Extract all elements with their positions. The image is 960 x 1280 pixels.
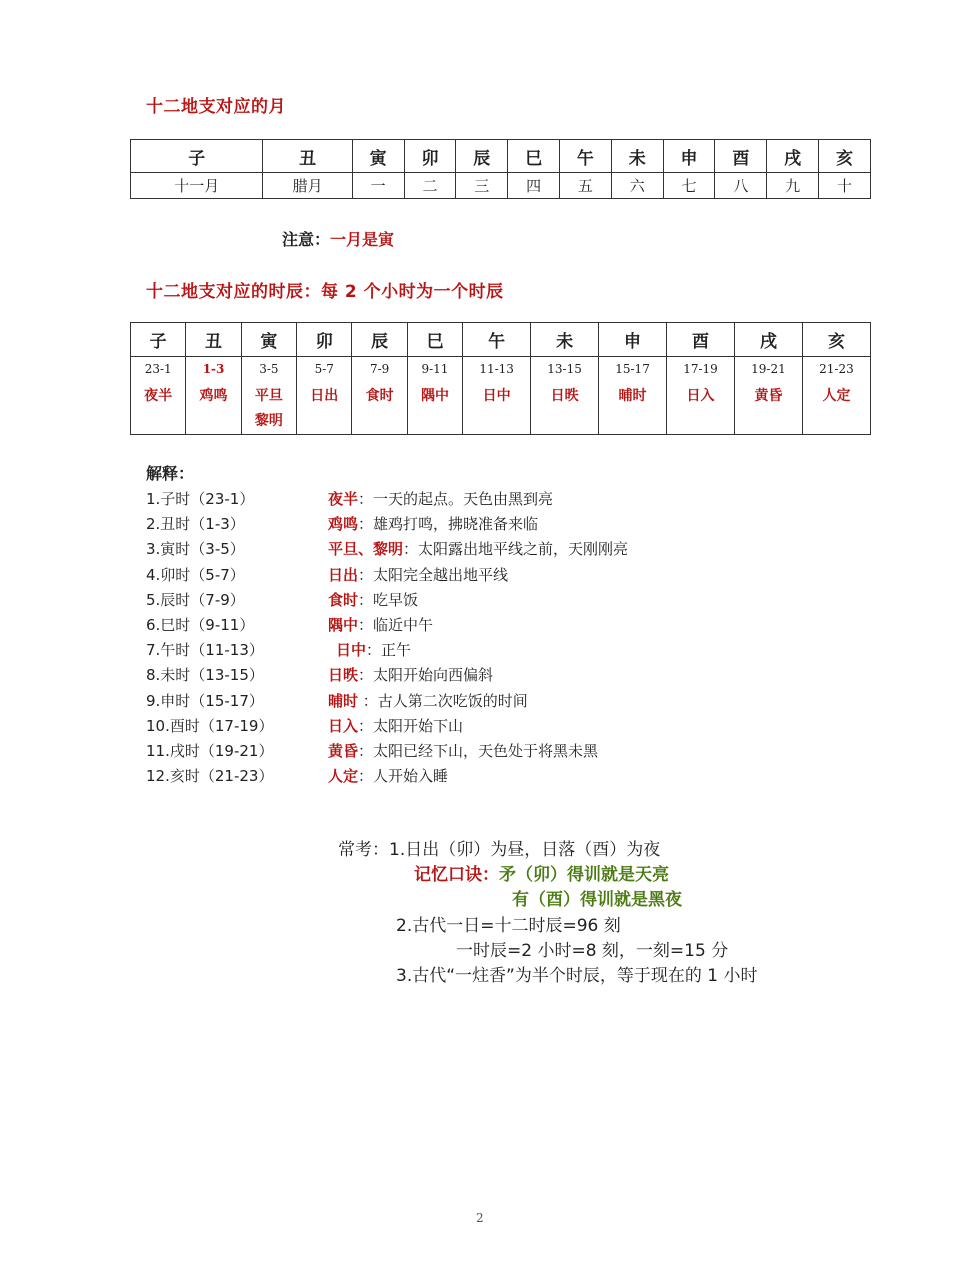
hour-range: 3-5 <box>259 362 279 376</box>
hour-name-group <box>297 384 351 409</box>
hour-cell <box>802 357 870 435</box>
branch-cell: 寅 <box>352 140 404 173</box>
branch-cell: 戌 <box>734 323 802 357</box>
explanation-term: 人定 <box>328 767 359 786</box>
branch-cell: 辰 <box>456 140 508 173</box>
branch-cell: 卯 <box>404 140 456 173</box>
explanation-detail <box>328 537 628 562</box>
exam-line3: 一时辰=2 小时=8 刻，一刻=15 分 <box>456 941 729 961</box>
hour-range: 7-9 <box>369 362 390 376</box>
exam-line4: 3.古代“一炷香”为半个时辰，等于现在的 1 小时 <box>396 966 758 986</box>
explanation-detail <box>328 764 448 789</box>
explanation-hour: 7.午时（11-13） <box>146 641 264 660</box>
hour-cell <box>599 357 667 435</box>
section2-title: 十二地支对应的时辰：每 2 个小时为一个时辰 <box>146 282 504 302</box>
hour-cell <box>407 357 462 435</box>
hour-name: 平旦 <box>254 388 283 404</box>
explanation-detail <box>328 689 528 714</box>
explanation-term: 日出 <box>328 565 359 584</box>
hour-range: 9-11 <box>421 362 449 376</box>
branch-cell: 亥 <box>819 140 871 173</box>
month-table <box>130 139 871 199</box>
explanation-term: 食时 <box>328 590 359 609</box>
branch-cell: 酉 <box>715 140 767 173</box>
hour-name: 日中 <box>482 388 511 404</box>
branch-cell: 亥 <box>802 323 870 357</box>
month-cell: 三 <box>456 173 508 199</box>
exam-line2: 2.古代一日=十二时辰=96 刻 <box>396 916 621 936</box>
month-cell: 五 <box>560 173 612 199</box>
explanation-separator: ： <box>403 540 419 559</box>
explanation-term: 日入 <box>328 716 359 735</box>
exam-label: 常考： <box>338 840 389 860</box>
hour-range: 1-3 <box>202 362 225 376</box>
month-cell: 一 <box>352 173 404 199</box>
explanation-desc: 一天的起点。天色由黑到亮 <box>373 490 554 508</box>
explanation-desc: 古人第二次吃饭的时间 <box>377 691 528 710</box>
explanation-desc: 人开始入睡 <box>373 767 449 786</box>
hour-name: 鸡鸣 <box>199 388 228 404</box>
hour-name-group <box>408 384 462 409</box>
explanation-separator: ： <box>358 767 374 786</box>
branch-cell: 未 <box>531 323 599 357</box>
explanation-separator: ： <box>358 490 374 508</box>
hour-name: 隅中 <box>420 388 449 404</box>
branch-cell: 午 <box>560 140 612 173</box>
explanation-separator: ： <box>358 666 374 685</box>
explanation-hour: 11.戌时（19-21） <box>146 742 274 760</box>
note <box>282 227 394 250</box>
branch-cell: 丑 <box>263 140 352 173</box>
hour-range: 5-7 <box>314 362 334 376</box>
explanation-term: 日中 <box>336 641 367 660</box>
branch-cell: 申 <box>663 140 715 173</box>
hour-name-group <box>463 384 530 409</box>
explanation-desc: 太阳开始下山 <box>373 716 464 735</box>
hour-name: 黄昏 <box>754 388 783 404</box>
note-label: 注意： <box>282 230 331 249</box>
explanation-desc: 吃早饭 <box>373 590 419 609</box>
explanation-term: 隅中 <box>328 616 359 634</box>
explanation-desc: 正午 <box>381 641 412 660</box>
month-cell: 七 <box>663 173 715 199</box>
explanation-separator: ： <box>358 590 374 609</box>
hour-range: 23-1 <box>144 362 172 376</box>
explanation-hour: 2.丑时（1-3） <box>146 515 245 534</box>
explanation-desc: 太阳完全越出地平线 <box>373 565 509 584</box>
hour-name: 黎明 <box>254 413 283 429</box>
explanation-hour: 6.巳时（9-11） <box>146 616 255 634</box>
mnemonic-label: 记忆口诀： <box>414 865 499 885</box>
explanation-heading: 解释： <box>146 464 195 483</box>
hour-cell <box>531 357 599 435</box>
month-cell: 九 <box>767 173 819 199</box>
exam-line1 <box>338 838 660 863</box>
explanation-hour: 4.卯时（5-7） <box>146 565 245 584</box>
branch-cell: 子 <box>131 140 263 173</box>
hour-range: 17-19 <box>683 362 718 376</box>
hour-range: 19-21 <box>751 362 786 376</box>
explanation-separator: ： <box>358 691 378 710</box>
branch-cell: 寅 <box>241 323 296 357</box>
month-cell: 四 <box>508 173 560 199</box>
hour-name-group <box>667 384 734 409</box>
hour-name-group <box>803 384 870 409</box>
explanation-term: 黄昏 <box>328 742 359 760</box>
explanation-separator: ： <box>358 565 374 584</box>
hour-cell <box>131 357 186 435</box>
month-table-month-row <box>131 173 871 199</box>
branch-cell: 未 <box>611 140 663 173</box>
hour-name: 晡时 <box>618 388 647 404</box>
exam-line1-text: 1.日出（卯）为昼，日落（酉）为夜 <box>389 840 661 860</box>
hour-name-group <box>352 384 406 409</box>
hour-range: 11-13 <box>479 362 514 376</box>
explanation-hour: 5.辰时（7-9） <box>146 590 245 609</box>
explanation-hour: 1.子时（23-1） <box>146 490 255 508</box>
explanation-term: 日昳 <box>328 666 359 685</box>
explanation-desc: 太阳已经下山，天色处于将黑未黑 <box>373 742 599 760</box>
hour-table-branch-row <box>131 323 871 357</box>
hour-range: 21-23 <box>819 362 854 376</box>
hour-cell <box>186 357 241 435</box>
hour-name-group <box>599 384 666 409</box>
explanation-term: 晡时 <box>328 691 359 710</box>
hour-name: 日入 <box>686 388 715 404</box>
hour-cell <box>297 357 352 435</box>
hour-name-group <box>531 384 598 409</box>
hour-name-group <box>242 384 296 434</box>
month-cell: 二 <box>404 173 456 199</box>
hour-cell <box>241 357 296 435</box>
explanation-desc: 太阳露出地平线之前，天刚刚亮 <box>418 540 629 559</box>
explanation-separator: ： <box>358 742 374 760</box>
hour-range: 13-15 <box>547 362 582 376</box>
explanation-hour: 9.申时（15-17） <box>146 691 264 710</box>
explanation-detail <box>328 487 553 512</box>
explanation-hour: 12.亥时（21-23） <box>146 767 274 786</box>
hour-name-group <box>735 384 802 409</box>
explanation-detail <box>336 638 411 663</box>
explanation-desc: 雄鸡打鸣，拂晓准备来临 <box>373 515 539 534</box>
explanation-separator: ： <box>366 641 382 660</box>
mnemonic-text-2: 有（酉）得训就是黑夜 <box>512 890 682 910</box>
branch-cell: 戌 <box>767 140 819 173</box>
hour-name: 食时 <box>365 388 394 404</box>
explanation-separator: ： <box>358 515 374 534</box>
branch-cell: 丑 <box>186 323 241 357</box>
month-cell: 腊月 <box>263 173 352 199</box>
hour-name: 人定 <box>822 388 851 404</box>
hour-table <box>130 322 871 435</box>
branch-cell: 巳 <box>407 323 462 357</box>
explanation-hour: 3.寅时（3-5） <box>146 540 245 559</box>
hour-name-group <box>131 384 185 409</box>
explanation-detail <box>328 663 493 688</box>
explanation-hour: 10.酉时（17-19） <box>146 716 274 735</box>
hour-table-value-row <box>131 357 871 435</box>
note-text: 一月是寅 <box>330 230 395 249</box>
branch-cell: 卯 <box>297 323 352 357</box>
explanation-term: 夜半 <box>328 490 359 508</box>
explanation-separator: ： <box>358 716 374 735</box>
section1-title: 十二地支对应的月 <box>146 97 286 117</box>
explanation-separator: ： <box>358 616 374 634</box>
branch-cell: 午 <box>463 323 531 357</box>
explanation-desc: 太阳开始向西偏斜 <box>373 666 494 685</box>
hour-name: 夜半 <box>144 388 173 404</box>
explanation-detail <box>328 739 598 764</box>
month-cell: 十一月 <box>131 173 263 199</box>
hour-cell <box>667 357 735 435</box>
hour-cell <box>734 357 802 435</box>
explanation-detail <box>328 563 508 588</box>
explanation-hour: 8.未时（13-15） <box>146 666 264 685</box>
page-number: 2 <box>476 1211 484 1225</box>
explanation-detail <box>328 588 418 613</box>
month-table-branch-row <box>131 140 871 173</box>
month-cell: 十 <box>819 173 871 199</box>
explanation-term: 鸡鸣 <box>328 515 359 534</box>
hour-name: 日昳 <box>550 388 579 404</box>
branch-cell: 酉 <box>667 323 735 357</box>
branch-cell: 辰 <box>352 323 407 357</box>
hour-range: 15-17 <box>615 362 650 376</box>
explanation-detail <box>328 613 433 638</box>
branch-cell: 子 <box>131 323 186 357</box>
month-cell: 八 <box>715 173 767 199</box>
branch-cell: 申 <box>599 323 667 357</box>
mnemonic-line1 <box>414 863 669 888</box>
explanation-desc: 临近中午 <box>373 616 434 634</box>
hour-name: 日出 <box>310 388 339 404</box>
explanation-detail <box>328 512 538 537</box>
month-cell: 六 <box>611 173 663 199</box>
explanation-detail <box>328 714 463 739</box>
hour-cell <box>352 357 407 435</box>
hour-name-group <box>186 384 240 409</box>
mnemonic-text-1: 矛（卯）得训就是天亮 <box>499 865 669 885</box>
hour-cell <box>463 357 531 435</box>
explanation-term: 平旦、黎明 <box>328 540 404 559</box>
branch-cell: 巳 <box>508 140 560 173</box>
